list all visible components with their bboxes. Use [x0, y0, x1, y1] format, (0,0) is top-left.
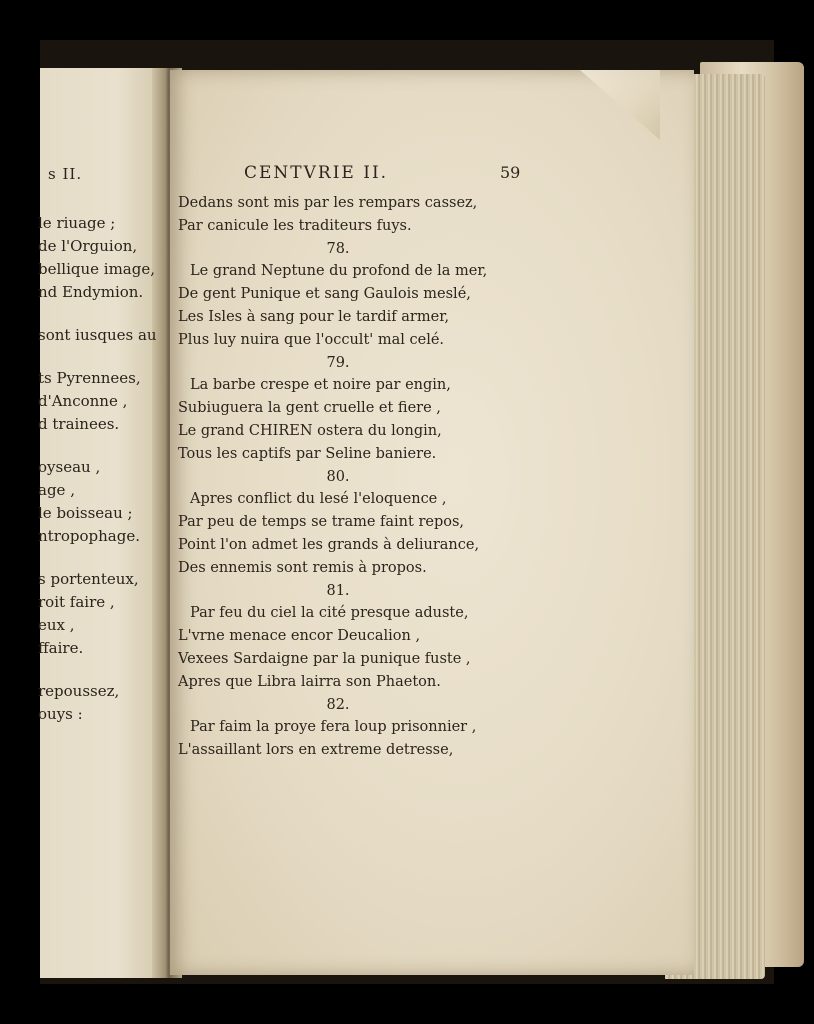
left-text-line: d trainees.	[38, 415, 120, 433]
left-text-line: oyseau ,	[38, 458, 101, 476]
left-line-gap	[38, 548, 168, 568]
verse-line: Apres conflict du lesé l'eloquence ,	[190, 491, 447, 508]
verse-line: Tous les captifs par Seline baniere.	[178, 445, 437, 462]
left-line-gap	[38, 436, 168, 456]
left-text-line: ouys :	[38, 705, 83, 723]
verse-line: Le grand Neptune du profond de la mer,	[190, 263, 488, 280]
verse-line: Point l'on admet les grands à deliurance,	[178, 536, 480, 553]
verse-line: Le grand CHIREN ostera du longin,	[178, 422, 442, 439]
page-number: 59	[500, 163, 521, 182]
quatrain-number: 82.	[326, 696, 350, 713]
left-line-gap	[38, 347, 168, 367]
verse-line: La barbe crespe et noire par engin,	[190, 377, 451, 394]
quatrain-number: 78.	[326, 240, 350, 257]
verse-line: Plus luy nuira que l'occult' mal celé.	[178, 331, 445, 348]
left-text-line: sont iusques au	[38, 326, 157, 344]
verse-line: Apres que Libra lairra son Phaeton.	[178, 673, 441, 690]
left-page-text	[38, 212, 168, 726]
verse-line: Vexees Sardaigne par la punique fuste ,	[178, 650, 471, 667]
verse-line: Dedans sont mis par les rempars cassez,	[178, 195, 478, 211]
right-page-text	[178, 192, 558, 762]
left-text-line: d'Anconne ,	[38, 392, 128, 410]
left-running-head: s II.	[48, 165, 83, 183]
running-title: CENTVRIE II.	[244, 163, 389, 183]
left-line-gap	[38, 304, 168, 324]
verse-line: Par canicule les traditeurs fuys.	[178, 217, 412, 234]
left-text-line: ffaire.	[38, 639, 84, 657]
left-text-line: de l'Orguion,	[38, 237, 138, 255]
left-text-line: roit faire ,	[38, 593, 115, 611]
left-text-line: le riuage ;	[38, 214, 116, 232]
left-text-line: ts Pyrennees,	[38, 369, 141, 387]
page-header	[200, 163, 520, 187]
left-text-line: ntropophage.	[38, 527, 140, 545]
verse-line: L'vrne menace encor Deucalion ,	[178, 628, 421, 645]
verse-line: Par feu du ciel la cité presque aduste,	[190, 605, 469, 622]
verse-line: Par peu de temps se trame faint repos,	[178, 514, 465, 531]
verse-line: Des ennemis sont remis à propos.	[178, 559, 427, 576]
quatrain-number: 79.	[326, 354, 350, 371]
left-text-line: le boisseau ;	[38, 504, 133, 522]
verse-line: De gent Punique et sang Gaulois meslé,	[178, 286, 471, 303]
verse-line: Par faim la proye fera loup prisonnier ,	[190, 719, 477, 736]
quatrain-number: 80.	[326, 468, 350, 485]
left-text-line: repoussez,	[38, 682, 120, 700]
left-text-line: s portenteux,	[38, 570, 139, 588]
verse-line: Subiuguera la gent cruelle et fiere ,	[178, 400, 441, 417]
quatrain-number: 81.	[326, 582, 350, 599]
verse-line: Les Isles à sang pour le tardif armer,	[178, 308, 450, 325]
left-text-line: eux ,	[38, 616, 75, 634]
left-text-line: age ,	[38, 481, 75, 499]
left-text-line: nd Endymion.	[38, 283, 144, 301]
left-line-gap	[38, 660, 168, 680]
verse-line: L'assaillant lors en extreme detresse,	[178, 742, 454, 759]
left-text-line: bellique image,	[38, 260, 155, 278]
